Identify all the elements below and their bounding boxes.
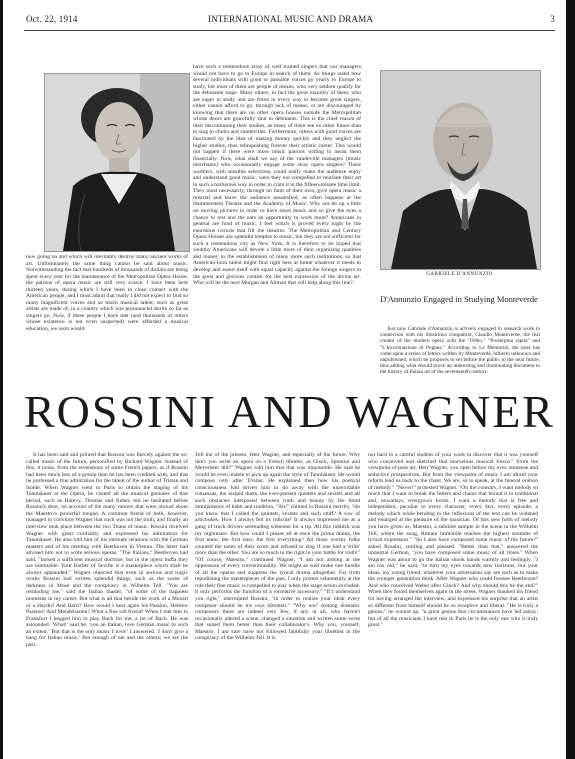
running-header (26, 14, 555, 28)
top-left-column (26, 254, 188, 382)
page-number: 3 (550, 14, 555, 24)
ruffo-caption: TITTA RUFFO AS HAMLET (76, 244, 156, 250)
top-left-text: now going on and which will inevitably destroy many ancient works of art. Unfortunately the same thing cannot be said about music. Notwithstanding the fact that hundreds of thousands of dollars are being spent every year for the maintenance of the Metropolitan Opera House, the patrons of opera music are still very scarce. I have been here thirteen years, during which I have been in close contact with the American people, and I must admit that really I did not expect to find so many magnificent voices and so much musical talent, such as great artists are made of, in a country which was pronounced sterile so far as singers go. Now, if these people I have met (and thousands of others whose existence is not even suspected) were afforded a musical education, we soon would (26, 254, 188, 333)
dannunzio-headline: D'Annunzio Engaged in Studying Monteverde (380, 294, 538, 304)
dannunzio-portrait-image (381, 71, 540, 269)
bottom-column-3-text: not hard to a careful student of your work to discover that it was yourself who conceived and sketched that marvelous musical fresco." From the viewpoint of pure art, Herr Wagner, you open before my eyes immense and seductive prospectives. But from the viewpoint of music I am afraid your reform lead us back to the chant. We are, so to speak, at the funeral oration of melody." "Never!" protested Wagner. "On the contrary, I want melody so much that I want to break the fetters and chains that bound it to traditional and, nowadays, overgrown forms. I want a melody that is free and independent, peculiar to every character, every fact, every episode, a melody which while bending to the inflexions of the text can be widened and enlarged at the pleasure of the musician. Of this new form of melody you have given us, Maestro, a sublime sample in the scene in the Wilhelm Tell, where the song, Rimani immobile reaches the highest summits of lyrical expression." "So I also have composed some music of the future?" asked Rossini, smiling and pleased. "Better than that," answered the immortal German, "you have composed some music of all times." When Wagner was about to go the Italian shook hands warmly and feelingly. "I am too old," he said, "to turn my eyes towards new horizons, but your ideas, my young friend, whatever your adversaries say are such as to make the younger generation think. After Wagner who could foresee Beethoven? And who conceived Weber after Gluck? And why should this be the end?" When they found themselves again in the street, Wagner thanked his friend for having arranged the interview, and expressed his surprise that an artist so different from himself should be so receptive and liberal. "He is truly a genius," he wound up, "a great genius that circumstances have led astray; but of all the musicians I have met in Paris he is the only one who is truly great." (368, 452, 538, 629)
bottom-column-2 (195, 452, 360, 750)
bottom-column-2-text: Tell me of the present, Herr Wagner, and especially of the future. Why don't you write an opera on a French libretto, as Gluck, Spontini and Meyerbeer did?" Wagner told him that that was impossible. He said he would be even unable to pick up again the style of Tannhäuser. He would compose only after Tristan. He explained then how his poetical consciousness had driven him to do away with the unavoidable romanzas, the insipid duets, the ever-present quintets and sextets and all such obstacles interposed between truth and beauty by the blind omnipotence of habit and tradition. "Ah!" chimed in Rossini merrily, "do you know that I called the quintets, sextets and such stuff? A row of artichokes. How I always felt its ridicule! It always impressed me as a gang of truck drivers serenading someone for a tip. All this rubbish was my nightmare. But how could I please all at once the prima donna, the first tenor, the first bass, the first everything? All those worthy folks counted the notes of their score and refused to sing if one had a 'trille' more than the other. You are so much in the right in your battle for truth!" "Of course, Maestro," continued Wagner, "I am not aiming at the oppression of every conventionality. We might as well make one bundle of all the operas and suppress the lyrical drama altogether. Far from repudiating the masterpieces of the past, I only protest vehemently at the role their fine music is compelled to play when the stage action excluded. It only performs the function of a recreative accessory." "If I understand you right," interrupted Rossini, "in order to realize your ideal every composer should be his own librettist." "Why not? Among dramatic composers there are indeed very few, if any at all, who haven't occasionally altered a scene, changed a situation and written some verse that suited them better than their collaborator's. Why you, yourself, Maestro, I am sure have not followed faithfully your librettist in the conspiracy of the Wilhelm Tell. It is (195, 452, 360, 642)
ruffo-portrait-image (45, 74, 189, 251)
ruffo-photo (44, 73, 190, 252)
header-rule (24, 30, 555, 31)
bottom-column-3 (368, 452, 538, 750)
top-middle-text: have such a tremendous array of well trained singers that our managers would not have to go to Europe in search of them. As things stand now several individuals with good or passable voices go yearly to Europe to study, but most of them are people of means, who very seldom qualify for the debutante stage. Many others, in fact the great majority of them, who are eager to study and are fitted in every way to become great singers, either cannot afford to go, through lack of means, or are discouraged by knowing that there are no other opera houses outside the Metropolitan whose doors are gracefully shut to debutants. This is the chief reason of their discontinuing their studies, as many of them see no other future than to sing in choirs and vaudevilles. Furthermore, others with good voices are fascinated by the idea of making money quickly and they neglect the higher studies, thus relinquishing forever their artistic career. This would not happen if there were more music patrons willing to assist them financially. Now, what shall we say of the vaudeville managers (music merchants) who occasionally engage some stray opera singers? These warblers, with sensible selections, could really make the audience enjoy and understand good music, were they not compelled to mutilate their art in such a barbarous way in order to cram it in the fifteen-minute time limit. They must necessarily, through no fault of their own, give opera music a mistrial and leave the audience unsatisfied, as often happens at the Hammerstein Theatre and the Academy of Music. Why not let up a little on moving pictures in order to have more music and so give the eyes a chance to rest and the ears an opportunity to work more? Americans in general are fond of music. I feel which is proved every night by the enormous crowds that fill the theatres. The Metropolitan and Century Opera Houses are splendid temples to music, but they are not sufficient for such a tremendous city as New York. It is therefore to be hoped that wealthy Americans will devote a little more of their organizing qualities and money to the establishment of many more such institutions, so that American-born talent might find right here at home whatever it needs to develop and assert itself with equal capacity against the foreign singers in the great and glorious contest for the best expression of the divine art. Who will be the next Morgan and Altman that will help along this line? (193, 64, 361, 287)
main-headline: ROSSINI AND WAGNER (24, 386, 555, 437)
bottom-column-1-text: It has been said and printed that Rossini was fiercely against the so-called music of the future, personified by Richard Wagner. Instead of this, it looks, from the revelations of some French papers, as if Rossini had been much less of a gossip than he has been credited with, and that he professed a true admiration for the talent of the author of Tristan and Isolde. When Wagner went to Paris to obtain the staging of his Tannhäuser at the Opera, he visited all the musical geniuses of that period, such as Halevy, Thomas and Auber, but he hesitated before Rossini's door, on account of the many rumors that were abroad about the Maestro's powerful tongue. A common friend of both, however, managed to convince Wagner that such was not the truth, and finally an interview took place between the two Titans of music. Rossini received Wagner with great cordiality and expressed his admiration for Tannhäuser. He also told him of his intimate relations with the German masters and of his meeting with Beethoven in Vienna. The latter had advised him not to write serious operas. "The Italians," Beethoven had said, "lacked a sufficient musical doctrine, but in the opera buffa they are inimitable. Your Barber of Seville is a masterpiece which shall be always applauded." Wagner objected that even in serious and tragic works Rossini had written splendid things, such as the scene of darkness in Mosè and the conspiracy in Wilhelm Tell. "You are reminding me," said the Italian master, "of some of the happiest moments in my career. But what is all that beside the work of a Mozart or a Haydn? And Bach? How would I hear again his Passion, Hebrew Passion! And Mendelssohn? What a fine old friend! When I met him in Frankfort I begged him to play Bach for me, a lot of Bach. He was astounded. 'What!' said he, 'you an Italian, love German music to such an extent.' 'But that is the only music I love!' I answered. 'I don't give a hang for Italian music.' But enough of me and the others; we are the past. (26, 452, 188, 648)
top-middle-column (193, 64, 361, 384)
dannunzio-text: Just now Gabriele d'Annunzio is actively engaged in research work in connection with his illustrious compatriot, Claudio Monteverde, the real creator of the modern opera with the "Orfeo," "Proserpina rapita" and "L'Incoronazione di Poppea." According to Le Memorial, the poet has come upon a series of letters written by Monteverde, hitherto unknown and unpublished, which he proposes to set before the public in the near future, thus adding what should prove an interesting and illuminating document to the history of Italian art of the seventeenth century. (380, 326, 540, 376)
bottom-column-1 (26, 452, 188, 750)
dannunzio-caption: GABRIELE D'ANNUNZIO (426, 272, 493, 277)
issue-date: Oct. 22, 1914 (26, 14, 78, 24)
dannunzio-article (380, 326, 540, 384)
right-scan-edge (566, 0, 575, 759)
publication-title: INTERNATIONAL MUSIC AND DRAMA (207, 14, 374, 24)
dannunzio-photo (380, 70, 541, 270)
left-scan-edge (0, 0, 3, 759)
